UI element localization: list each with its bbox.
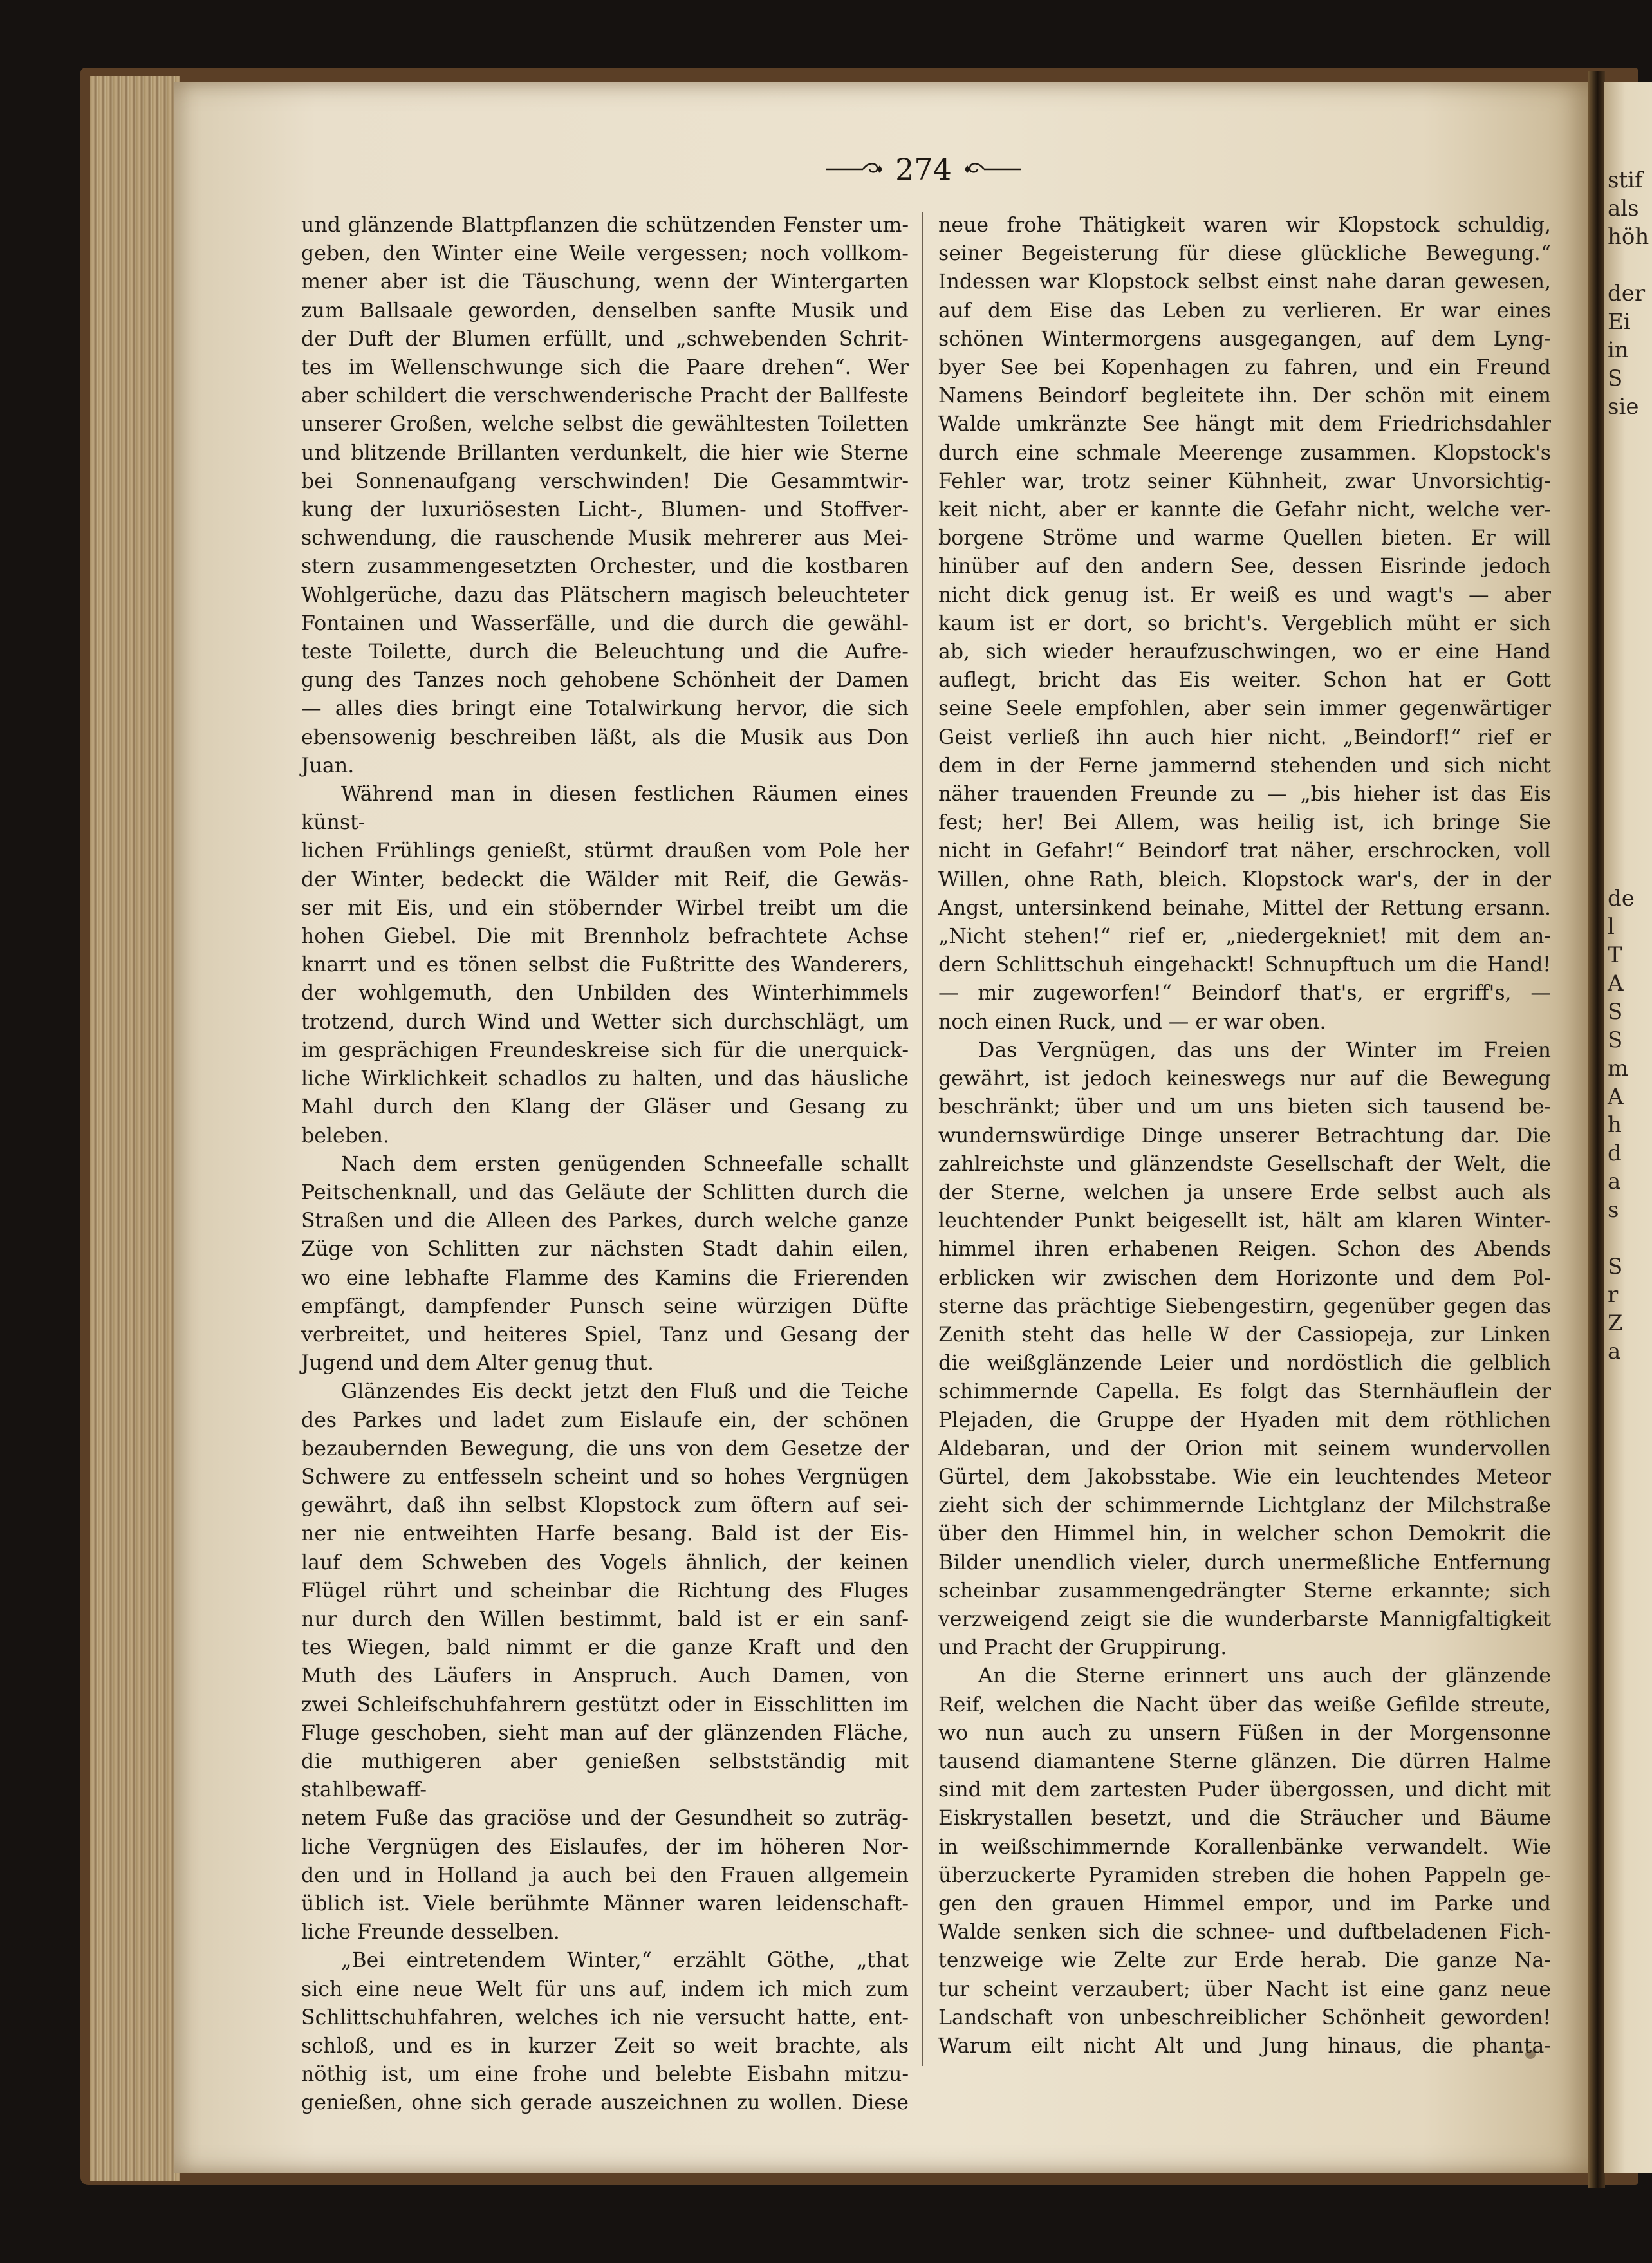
text-line: nur durch den Willen bestimmt, bald ist er ein sanf- (301, 1607, 909, 1631)
text-line: beschränkt; über und um uns bieten sich tausend be- (938, 1095, 1551, 1119)
text-line: tes im Wellenschwunge sich die Paare drehen“. Wer (301, 356, 909, 380)
text-line: in weißschimmernde Korallenbänke verwandelt. Wie (938, 1835, 1551, 1859)
text-line: üblich ist. Viele berühmte Männer waren leidenschaft- (301, 1892, 909, 1915)
text-line: den und in Holland ja auch bei den Frauen allgemein (301, 1863, 909, 1887)
text-line: Während man in diesen festlichen Räumen eines künst- (301, 783, 909, 835)
facing-page-fragment: als (1608, 196, 1639, 221)
text-line: sterne das prächtige Siebengestirn, gegenüber gegen das (938, 1294, 1551, 1318)
text-line: Angst, untersinkend beinahe, Mittel der Rettung ersann. (938, 896, 1551, 920)
text-line: wo nun auch zu unsern Füßen in der Morgensonne (938, 1721, 1551, 1745)
text-line: Walde senken sich die schnee- und duftbeladenen Fich- (938, 1921, 1551, 1944)
text-line: zwei Schleifschuhfahrern gestützt oder in Eisschlitten im (301, 1693, 909, 1717)
text-line: seiner Begeisterung für diese glückliche Bewegung.“ (938, 242, 1551, 266)
right-ornament-icon (963, 160, 1023, 179)
facing-page-fragment: A (1608, 971, 1624, 996)
text-line: borgene Ströme und warme Quellen bieten. Er will (938, 526, 1551, 550)
text-line: liche Freunde desselben. (301, 1921, 560, 1944)
text-line: und Pracht der Gruppirung. (938, 1636, 1227, 1660)
text-line: knarrt und es tönen selbst die Fußtritte des Wanderers, (301, 953, 909, 977)
facing-page-fragment: s (1608, 1197, 1619, 1223)
text-line: tur scheint verzaubert; über Nacht ist eine ganz neue (938, 1977, 1551, 2001)
facing-page-bottom-fragments (1604, 884, 1652, 1366)
text-line: der wohlgemuth, den Unbilden des Winterhimmels (301, 982, 909, 1005)
text-line: empfängt, dampfender Punsch seine würzigen Düfte (301, 1294, 909, 1318)
text-line: der Winter, bedeckt die Wälder mit Reif, die Gewäs- (301, 868, 909, 891)
left-text-column (301, 211, 909, 2118)
text-line: Nach dem ersten genügenden Schneefalle schallt (341, 1152, 909, 1176)
text-line: Indessen war Klopstock selbst einst nahe daran gewesen, (938, 270, 1551, 294)
facing-page-fragment: S (1608, 1027, 1623, 1053)
facing-page-fragment: S (1608, 1254, 1623, 1280)
facing-page-fragment: höh (1608, 224, 1649, 250)
text-line: tenzweige wie Zelte zur Erde herab. Die ganze Na- (938, 1949, 1551, 1973)
text-line: fest; her! Bei Allem, was heilig ist, ich bringe Sie (938, 811, 1551, 835)
text-line: mener aber ist die Täuschung, wenn der Wintergarten (301, 270, 909, 294)
facing-page-fragment (1604, 1224, 1652, 1253)
text-line: wo eine lebhafte Flamme des Kamins die Frierenden (301, 1266, 909, 1290)
text-line: tausend diamantene Sterne glänzen. Die dürren Halme (938, 1749, 1551, 1773)
text-line: nicht in Gefahr!“ Beindorf trat näher, erschrocken, voll (938, 839, 1551, 863)
text-line: Muth des Läufers in Anspruch. Auch Damen, von (301, 1664, 909, 1688)
text-line: ebensowenig beschreiben läßt, als die Musik aus Don (301, 725, 909, 749)
text-line: auf dem Eise das Leben zu verlieren. Er war eines (938, 299, 1551, 322)
text-line: byer See bei Kopenhagen zu fahren, und ein Freund (938, 356, 1551, 380)
facing-page-fragment: a (1608, 1169, 1621, 1195)
text-line: unserer Großen, welche selbst die gewähltesten Toiletten (301, 413, 909, 436)
text-line: Warum eilt nicht Alt und Jung hinaus, die phanta- (938, 2035, 1551, 2058)
text-line: beleben. (301, 1124, 390, 1148)
text-line: Jugend und dem Alter genug thut. (301, 1352, 654, 1375)
facing-page-fragment: a (1608, 1339, 1621, 1364)
text-line: gen den grauen Himmel empor, und im Parke und (938, 1892, 1551, 1915)
facing-page-fragment (1604, 251, 1652, 279)
text-line: Wohlgerüche, dazu das Plätschern magisch beleuchteter (301, 583, 909, 607)
text-line: Aldebaran, und der Orion mit seinem wundervollen (938, 1437, 1551, 1460)
facing-page-fragment: de (1608, 886, 1635, 911)
text-line: durch eine schmale Meerenge zusammen. Klopstock's (938, 441, 1551, 465)
text-line: zieht sich der schimmernde Lichtglanz der Milchstraße (938, 1494, 1551, 1518)
text-line: genießen, ohne sich gerade auszeichnen zu wollen. Diese (301, 2091, 909, 2115)
page-number: 274 (895, 152, 952, 187)
text-line: Namens Beindorf begleitete ihn. Der schön mit einem (938, 384, 1551, 408)
text-line: hohen Giebel. Die mit Brennholz befrachtete Achse (301, 925, 909, 949)
facing-page-fragment: Ei (1608, 309, 1631, 335)
facing-page-fragment: d (1608, 1141, 1622, 1166)
text-line: Juan. (301, 754, 355, 778)
text-line: Walde umkränzte See hängt mit dem Friedrichsdahler (938, 413, 1551, 436)
text-line: verbreitet, und heiteres Spiel, Tanz und Gesang der (301, 1323, 909, 1346)
text-line: Straßen und die Alleen des Parkes, durch welche ganze (301, 1209, 909, 1233)
text-line: keit nicht, aber er kannte die Gefahr nicht, welche ver- (938, 498, 1551, 522)
text-line: Reif, welchen die Nacht über das weiße Gefilde streute, (938, 1693, 1551, 1717)
text-line: sich eine neue Welt für uns auf, indem ich mich zum (301, 1977, 909, 2001)
text-line: wundernswürdige Dinge unserer Betrachtung dar. Die (938, 1124, 1551, 1148)
text-line: überzuckerte Pyramiden streben die hohen Pappeln ge- (938, 1863, 1551, 1887)
text-line: schwendung, die rauschende Musik mehrerer aus Mei- (301, 526, 909, 550)
text-line: gewährt, daß ihn selbst Klopstock zum öftern auf sei- (301, 1494, 909, 1518)
text-line: liche Vergnügen des Eislaufes, der im höheren Nor- (301, 1835, 909, 1859)
facing-page-fragment: r (1608, 1282, 1619, 1308)
text-line: „Bei eintretendem Winter,“ erzählt Göthe, „that (341, 1949, 909, 1973)
text-line: dern Schlittschuh eingehackt! Schnupftuch um die Hand! (938, 953, 1551, 977)
text-line: Eiskrystallen besetzt, und die Sträucher und Bäume (938, 1807, 1551, 1830)
text-line: ser mit Eis, und ein stöbernder Wirbel treibt um die (301, 896, 909, 920)
text-line: und blitzende Brillanten verdunkelt, die hier wie Sterne (301, 441, 909, 465)
text-line: himmel ihren erhabenen Reigen. Schon des Abends (938, 1238, 1551, 1262)
paper-stain (1525, 2050, 1536, 2059)
text-line: Das Vergnügen, das uns der Winter im Freien (978, 1038, 1551, 1062)
text-line: hinüber auf den andern See, dessen Eisrinde jedoch (938, 555, 1551, 579)
facing-page-fragment: A (1608, 1084, 1624, 1110)
text-line: Willen, ohne Rath, bleich. Klopstock war's, der in der (938, 868, 1551, 891)
facing-page-fragment: S (1608, 366, 1623, 391)
text-line: zum Ballsaale geworden, denselben sanfte Musik und (301, 299, 909, 322)
text-line: der Sterne, welchen ja unsere Erde selbst auch als (938, 1180, 1551, 1204)
text-line: sind mit dem zartesten Puder übergossen, und dicht mit (938, 1778, 1551, 1802)
text-line: näher trauenden Freunde zu — „bis hieher ist das Eis (938, 783, 1551, 806)
text-line: geben, den Winter eine Weile vergessen; noch vollkom- (301, 242, 909, 266)
text-line: Bilder unendlich vieler, durch unermeßliche Entfernung (938, 1551, 1551, 1574)
text-line: lauf dem Schweben des Vogels ähnlich, der keinen (301, 1551, 909, 1574)
text-line: noch einen Ruck, und — er war oben. (938, 1010, 1326, 1034)
text-line: nöthig ist, um eine frohe und belebte Eisbahn mitzu- (301, 2063, 909, 2087)
text-line: liche Wirklichkeit schadlos zu halten, und das häusliche (301, 1067, 909, 1091)
paper-stain (1471, 1564, 1475, 1568)
text-line: Mahl durch den Klang der Gläser und Gesang zu (301, 1095, 909, 1119)
text-line: Züge von Schlitten zur nächsten Stadt dahin eilen, (301, 1238, 909, 1262)
facing-page-fragment: Z (1608, 1310, 1623, 1336)
text-line: über den Himmel hin, in welcher schon Demokrit die (938, 1522, 1551, 1546)
text-line: Flügel rührt und scheinbar die Richtung des Fluges (301, 1579, 909, 1603)
text-line: gung des Tanzes noch gehobene Schönheit der Damen (301, 669, 909, 693)
page-header (817, 147, 1030, 192)
text-line: scheinbar zusammengedrängter Sterne erkannte; sich (938, 1579, 1551, 1603)
text-line: und glänzende Blattpflanzen die schützenden Fenster um- (301, 214, 909, 237)
text-line: die muthigeren aber genießen selbstständig mit stahlbewaff- (301, 1749, 909, 1802)
text-line: Zenith steht das helle W der Cassiopeja, zur Linken (938, 1323, 1551, 1346)
facing-page-fragment: in (1608, 337, 1629, 363)
facing-page-fragment: der (1608, 281, 1646, 306)
text-line: Plejaden, die Gruppe der Hyaden mit dem röthlichen (938, 1408, 1551, 1432)
text-line: des Parkes und ladet zum Eislaufe ein, der schönen (301, 1408, 909, 1432)
text-line: An die Sterne erinnert uns auch der glänzende (978, 1664, 1551, 1688)
text-line: Fontainen und Wasserfälle, und die durch die gewähl- (301, 611, 909, 635)
text-line: Glänzendes Eis deckt jetzt den Fluß und die Teiche (341, 1380, 909, 1404)
text-line: stern zusammengesetzten Orchester, und die kostbaren (301, 555, 909, 579)
right-text-column (938, 211, 1551, 2060)
text-line: — mir zugeworfen!“ Beindorf that's, er ergriff's, — (938, 982, 1551, 1005)
text-line: zahlreichste und glänzendste Gesellschaft der Welt, die (938, 1152, 1551, 1176)
text-line: verzweigend zeigt sie die wunderbarste Mannigfaltigkeit (938, 1607, 1551, 1631)
text-line: nicht dick genug ist. Er weiß es und wagt's — aber (938, 583, 1551, 607)
text-line: trotzend, durch Wind und Wetter sich durchschlägt, um (301, 1010, 909, 1034)
text-line: „Nicht stehen!“ rief er, „niedergekniet! mit dem an- (938, 925, 1551, 949)
facing-page-fragment: sie (1608, 394, 1639, 420)
facing-page-fragment: T (1608, 942, 1622, 968)
text-line: leuchtender Punkt beigesellt ist, hält am klaren Winter- (938, 1209, 1551, 1233)
facing-page-top-fragments (1604, 82, 1652, 421)
text-line: netem Fuße das graciöse und der Gesundheit so zuträg- (301, 1807, 909, 1830)
text-line: Schwere zu entfesseln scheint und so hohes Vergnügen (301, 1465, 909, 1489)
facing-page (1604, 82, 1652, 2173)
text-line: dem in der Ferne jammernd stehenden und sich nicht (938, 754, 1551, 778)
facing-page-fragment: m (1608, 1056, 1629, 1081)
text-line: erblicken wir zwischen dem Horizonte und dem Pol- (938, 1266, 1551, 1290)
text-line: teste Toilette, durch die Beleuchtung und die Aufre- (301, 640, 909, 664)
text-line: — alles dies bringt eine Totalwirkung hervor, die sich (301, 697, 909, 721)
text-line: Gürtel, dem Jakobsstabe. Wie ein leuchtendes Meteor (938, 1465, 1551, 1489)
text-line: ab, sich wieder heraufzuschwingen, wo er eine Hand (938, 640, 1551, 664)
column-divider (922, 212, 923, 2066)
text-line: im gesprächigen Freundeskreise sich für die unerquick- (301, 1038, 909, 1062)
text-line: Fluge geschoben, sieht man auf der glänzenden Fläche, (301, 1721, 909, 1745)
text-line: bezaubernden Bewegung, die uns von dem Gesetze der (301, 1437, 909, 1460)
text-line: schloß, und es in kurzer Zeit so weit brachte, als (301, 2035, 909, 2058)
text-line: auflegt, bricht das Eis weiter. Schon hat er Gott (938, 669, 1551, 693)
text-line: lichen Frühlings genießt, stürmt draußen vom Pole her (301, 839, 909, 863)
text-line: Fehler war, trotz seiner Kühnheit, zwar Unvorsichtig- (938, 469, 1551, 493)
text-line: ner nie entweihten Harfe besang. Bald ist der Eis- (301, 1522, 909, 1546)
text-line: schönen Wintermorgens ausgegangen, auf dem Lyng- (938, 327, 1551, 351)
page-edges (90, 76, 180, 2181)
left-ornament-icon (824, 160, 884, 179)
text-line: seine Seele empfohlen, aber sein immer gegenwärtiger (938, 697, 1551, 721)
book-gutter (1588, 71, 1605, 2188)
text-line: kaum ist er dort, so bricht's. Vergeblich müht er sich (938, 611, 1551, 635)
facing-page-fragment: h (1608, 1112, 1622, 1138)
text-line: aber schildert die verschwenderische Pracht der Ballfeste (301, 384, 909, 408)
text-line: Landschaft von unbeschreiblicher Schönheit geworden! (938, 2006, 1551, 2029)
text-line: kung der luxuriösesten Licht-, Blumen- und Stoffver- (301, 498, 909, 522)
text-line: bei Sonnenaufgang verschwinden! Die Gesammtwir- (301, 469, 909, 493)
text-line: schimmernde Capella. Es folgt das Sternhäuflein der (938, 1380, 1551, 1404)
text-line: neue frohe Thätigkeit waren wir Klopstock schuldig, (938, 214, 1551, 237)
text-line: gewährt, ist jedoch keineswegs nur auf die Bewegung (938, 1067, 1551, 1091)
text-line: der Duft der Blumen erfüllt, und „schwebenden Schrit- (301, 327, 909, 351)
text-line: die weißglänzende Leier und nordöstlich die gelblich (938, 1352, 1551, 1375)
facing-page-fragment: stif (1608, 167, 1643, 193)
text-line: Geist verließ ihn auch hier nicht. „Beindorf!“ rief er (938, 725, 1551, 749)
text-line: tes Wiegen, bald nimmt er die ganze Kraft und den (301, 1636, 909, 1660)
facing-page-fragment: S (1608, 999, 1623, 1025)
text-line: Peitschenknall, und das Geläute der Schlitten durch die (301, 1180, 909, 1204)
facing-page-fragment: l (1608, 914, 1615, 940)
text-line: Schlittschuhfahren, welches ich nie versucht hatte, ent- (301, 2006, 909, 2029)
